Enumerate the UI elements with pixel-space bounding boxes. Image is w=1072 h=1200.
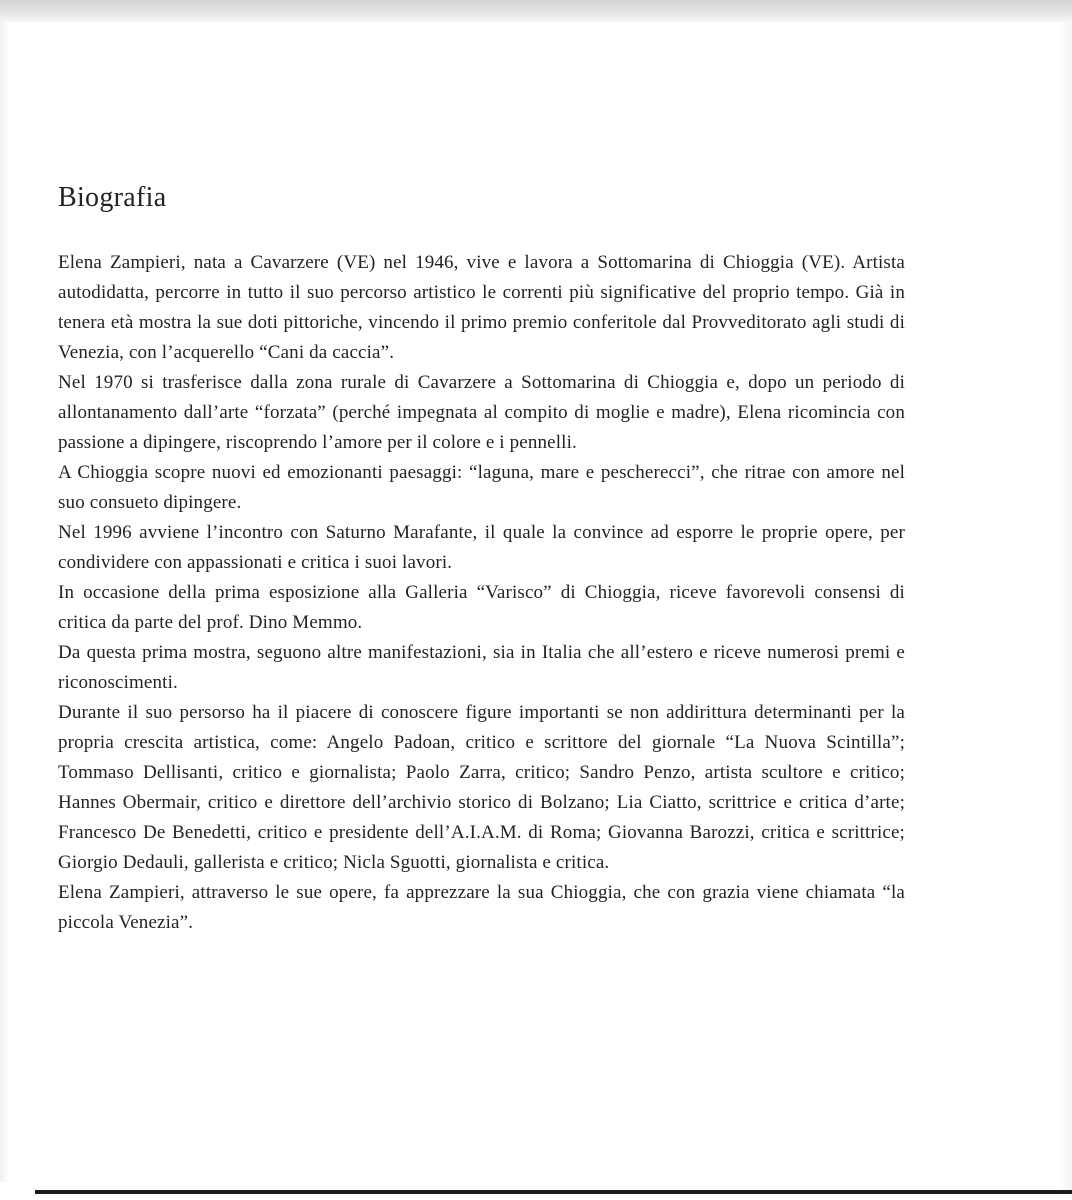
paragraph: Durante il suo persorso ha il piacere di conoscere figure importanti se non addirittura determinanti per la propria crescita artistica, come: Angelo Padoan, critico e scrittore del giornale “La Nuova Scintilla”; Tommaso Dellisanti, critico e giornalista; Paolo Zarra, critico; Sandro Penzo, artista scultore e critico; Hannes Obermair, critico e direttore dell’archivio storico di Bolzano; Lia Ciatto, scrittrice e critica d’arte; Francesco De Benedetti, critico e presidente dell’A.I.A.M. di Roma; Giovanna Barozzi, critica e scrittrice; Giorgio Dedauli, gallerista e critico; Nicla Sguotti, giornalista e critica.: [58, 702, 905, 873]
scan-shadow-right: [1060, 22, 1072, 1192]
paragraph: In occasione della prima esposizione alla Galleria “Varisco” di Chioggia, riceve favorevoli consensi di critica da parte del prof. Dino Memmo.: [58, 582, 905, 633]
biography-section: [58, 178, 905, 938]
section-title: Biografia: [58, 182, 167, 213]
paragraph: A Chioggia scopre nuovi ed emozionanti paesaggi: “laguna, mare e pescherecci”, che ritrae con amore nel suo consueto dipingere.: [58, 462, 905, 513]
scan-shadow-top: [0, 0, 1072, 22]
paragraph: Nel 1996 avviene l’incontro con Saturno Marafante, il quale la convince ad esporre le proprie opere, per condividere con appassionati e critica i suoi lavori.: [58, 522, 905, 573]
paragraph: Elena Zampieri, nata a Cavarzere (VE) nel 1946, vive e lavora a Sottomarina di Chioggia (VE). Artista autodidatta, percorre in tutto il suo percorso artistico le correnti più significative del proprio tempo. Già in tenera età mostra la sue doti pittoriche, vincendo il primo premio conferitole dal Provveditorato agli studi di Venezia, con l’acquerello “Cani da caccia”.: [58, 252, 905, 363]
paragraph: Da questa prima mostra, seguono altre manifestazioni, sia in Italia che all’estero e riceve numerosi premi e riconoscimenti.: [58, 642, 905, 693]
paragraph: Nel 1970 si trasferisce dalla zona rurale di Cavarzere a Sottomarina di Chioggia e, dopo un periodo di allontanamento dall’arte “forzata” (perché impegnata al compito di moglie e madre), Elena ricomincia con passione a dipingere, riscoprendo l’amore per il colore e i pennelli.: [58, 372, 905, 453]
paragraph: Elena Zampieri, attraverso le sue opere, fa apprezzare la sua Chioggia, che con grazia viene chiamata “la piccola Venezia”.: [58, 882, 905, 933]
scan-shadow-left: [0, 22, 10, 1182]
bottom-rule: [35, 1190, 1072, 1194]
